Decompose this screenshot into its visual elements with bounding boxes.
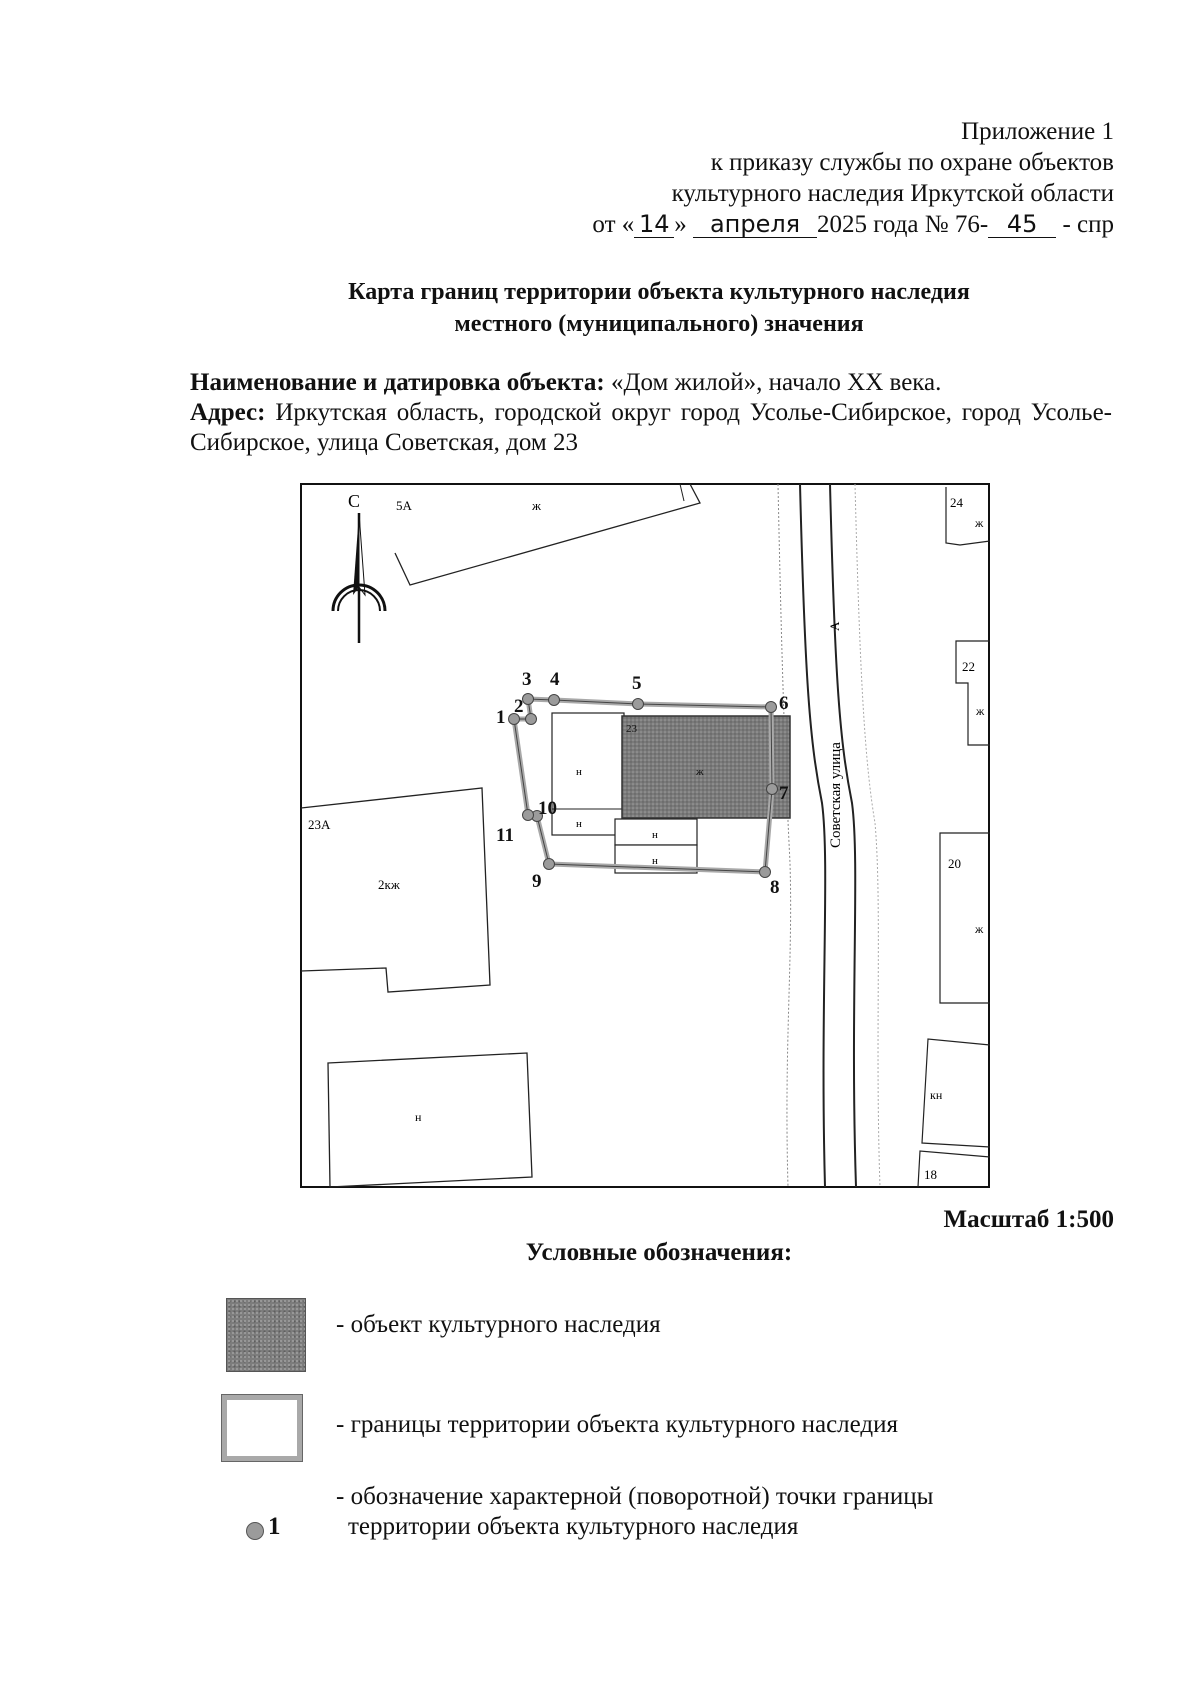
label-20: 20 — [948, 856, 961, 871]
label-n-annex2: н — [652, 855, 658, 867]
label-n-left: н — [576, 766, 582, 778]
legend-heritage-object-text: - объект культурного наследия — [336, 1311, 661, 1338]
map-scale: Масштаб 1:500 — [943, 1206, 1114, 1233]
legend-point-number: 1 — [268, 1513, 281, 1540]
order-suffix: - спр — [1062, 211, 1114, 238]
label-zh-24: ж — [975, 516, 984, 530]
document-header — [592, 116, 1114, 240]
point-8-marker — [760, 867, 771, 878]
point-7-label: 7 — [779, 783, 789, 804]
label-zh-top: ж — [532, 498, 541, 513]
date-year: 2025 года № 76- — [817, 211, 989, 238]
order-date-line — [592, 209, 1114, 240]
date-day: 14 — [634, 211, 674, 238]
point-1-label: 1 — [496, 707, 506, 728]
legend-point-text — [336, 1482, 933, 1542]
point-10-label: 10 — [538, 798, 557, 819]
object-address-value: Иркутская область, городской округ город Усолье-Сибирское, город Усолье-Сибирское, улица Советская, дом 23 — [190, 399, 1113, 456]
street-label: Советская улица — [828, 742, 844, 848]
point-6-label: 6 — [779, 693, 789, 714]
boundary-map — [300, 483, 990, 1188]
label-n-bottom: н — [415, 1110, 422, 1124]
title-line-2: местного (муниципального) значения — [454, 311, 864, 337]
document-title — [0, 276, 1200, 340]
object-address-line — [190, 398, 1112, 458]
point-11-label: 11 — [496, 825, 514, 846]
date-mid: » — [674, 211, 687, 238]
label-zh-object: ж — [696, 766, 704, 778]
label-n-left2: н — [576, 818, 582, 830]
point-4-label: 4 — [550, 669, 560, 690]
point-9-marker — [544, 859, 555, 870]
point-3-label: 3 — [522, 669, 532, 690]
annex-left — [552, 713, 624, 835]
label-2kzh: 2кж — [378, 877, 400, 892]
object-name-line — [190, 368, 1112, 398]
legend-boundary-text: - границы территории объекта культурного наследия — [336, 1411, 899, 1438]
point-2-marker — [526, 714, 537, 725]
appendix-label: Приложение 1 — [961, 118, 1114, 145]
label-23: 23 — [626, 723, 637, 735]
label-zh-22: ж — [976, 704, 985, 718]
label-kn: кн — [930, 1088, 943, 1102]
point-5-label: 5 — [632, 673, 642, 694]
object-address-label: Адрес: — [190, 399, 266, 426]
point-6-marker — [766, 702, 777, 713]
legend-heritage-object-swatch — [226, 1298, 306, 1372]
title-line-1: Карта границ территории объекта культурного наследия — [348, 279, 970, 305]
point-9-label: 9 — [532, 871, 542, 892]
legend-point-icon — [246, 1522, 264, 1540]
label-5a: 5А — [396, 498, 412, 513]
legend-title: Условные обозначения: — [525, 1239, 793, 1266]
legend-point-text-line2: территории объекта культурного наследия — [348, 1513, 799, 1540]
order-number: 45 — [988, 211, 1056, 238]
label-24: 24 — [950, 495, 963, 510]
point-11-marker — [523, 810, 534, 821]
label-zh-20: ж — [975, 922, 984, 936]
date-prefix: от « — [592, 211, 635, 238]
label-18: 18 — [924, 1167, 937, 1182]
label-22: 22 — [962, 659, 975, 674]
object-name-value: «Дом жилой», начало XX века. — [610, 369, 942, 396]
date-month: апреля — [693, 211, 817, 238]
heritage-object — [622, 716, 790, 818]
order-line-1: к приказу службы по охране объектов — [710, 149, 1114, 176]
label-n-annex1: н — [652, 829, 658, 841]
order-line-2: культурного наследия Иркутской области — [671, 180, 1114, 207]
legend-boundary-swatch — [222, 1395, 302, 1461]
point-3-marker — [523, 694, 534, 705]
north-label: С — [348, 491, 361, 511]
point-5-marker — [633, 699, 644, 710]
point-4-marker — [549, 695, 560, 706]
point-7-marker — [767, 784, 778, 795]
object-name-label: Наименование и датировка объекта: — [190, 369, 605, 396]
point-2-label: 2 — [514, 696, 524, 717]
legend-point-text-line1: - обозначение характерной (поворотной) точки границы — [336, 1483, 934, 1510]
street-letter-label: А — [827, 621, 842, 631]
point-8-label: 8 — [770, 877, 780, 898]
label-23a: 23А — [308, 817, 331, 832]
object-info — [190, 368, 1112, 458]
